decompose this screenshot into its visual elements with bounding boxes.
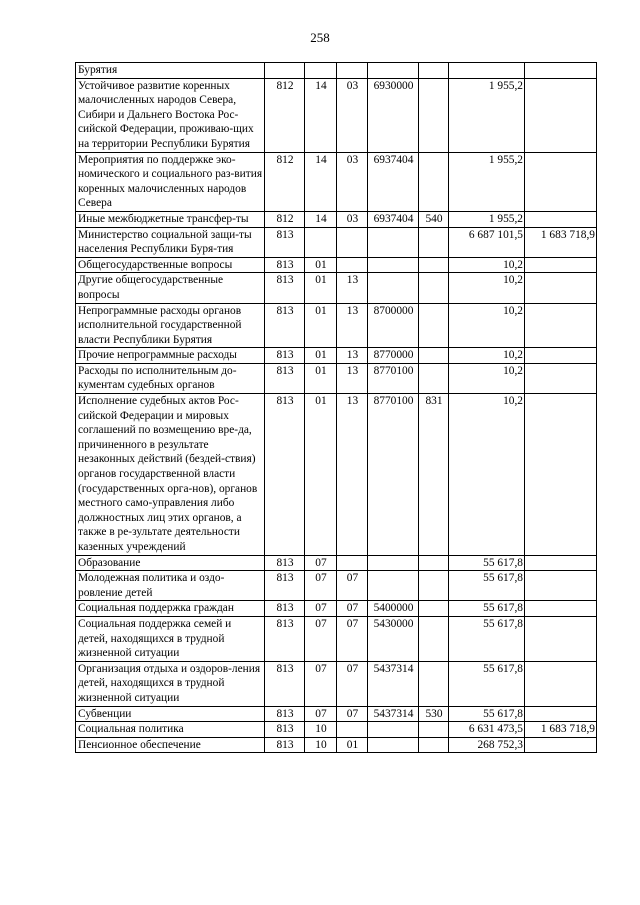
table-row [76,348,597,364]
cell-name: Мероприятия по поддержке эко-номического и социального раз-вития коренных малочисленных народов Севера [76,152,265,211]
cell-subsection: 01 [337,737,368,753]
cell-subsection: 07 [337,616,368,661]
cell-amount: 6 687 101,5 [449,227,525,257]
cell-section: 01 [305,257,337,273]
cell-ministry: 813 [265,571,305,601]
cell-ministry: 813 [265,303,305,348]
cell-amount-2 [525,257,597,273]
cell-amount-2 [525,737,597,753]
cell-target: 6937404 [368,152,419,211]
cell-target [368,571,419,601]
cell-name: Общегосударственные вопросы [76,257,265,273]
cell-name: Пенсионное обеспечение [76,737,265,753]
cell-amount-2 [525,706,597,722]
cell-subsection: 03 [337,211,368,227]
table-row [76,722,597,738]
cell-target [368,555,419,571]
cell-ministry: 813 [265,227,305,257]
cell-expense-type [419,571,449,601]
cell-name: Исполнение судебных актов Рос-сийской Федерации и мировых соглашений по возмещению вре-да, причиненного в результате незаконных действий (бездей-ствия) органов государственной власти (государственных орга-нов), органов местного само-управления либо должностных лиц этих органов, а также в ре-зультате деятельности казенных учреждений [76,394,265,556]
cell-amount-2 [525,152,597,211]
cell-ministry: 812 [265,211,305,227]
cell-ministry: 813 [265,737,305,753]
cell-amount-2 [525,273,597,303]
cell-amount: 1 955,2 [449,211,525,227]
cell-ministry: 813 [265,601,305,617]
cell-subsection [337,555,368,571]
cell-subsection: 07 [337,706,368,722]
table-row [76,303,597,348]
table-row [76,394,597,556]
cell-amount-2 [525,363,597,393]
table-row [76,152,597,211]
cell-name: Прочие непрограммные расходы [76,348,265,364]
cell-amount: 10,2 [449,303,525,348]
table-row [76,706,597,722]
cell-expense-type [419,661,449,706]
cell-expense-type: 831 [419,394,449,556]
cell-amount: 1 955,2 [449,78,525,152]
cell-target: 6930000 [368,78,419,152]
cell-ministry: 813 [265,706,305,722]
cell-amount: 55 617,8 [449,706,525,722]
cell-amount-2: 1 683 718,9 [525,722,597,738]
cell-amount: 10,2 [449,394,525,556]
cell-target: 8700000 [368,303,419,348]
cell-name: Другие общегосударственные вопросы [76,273,265,303]
cell-expense-type [419,303,449,348]
cell-target [368,273,419,303]
cell-name: Бурятия [76,63,265,79]
cell-target [368,63,419,79]
table-row [76,601,597,617]
cell-amount: 10,2 [449,348,525,364]
cell-amount-2: 1 683 718,9 [525,227,597,257]
cell-amount-2 [525,616,597,661]
cell-expense-type [419,152,449,211]
cell-amount [449,63,525,79]
table-row [76,737,597,753]
cell-section: 07 [305,601,337,617]
cell-amount-2 [525,348,597,364]
cell-expense-type [419,273,449,303]
cell-ministry: 813 [265,363,305,393]
cell-ministry [265,63,305,79]
cell-amount-2 [525,555,597,571]
cell-amount: 6 631 473,5 [449,722,525,738]
cell-amount-2 [525,571,597,601]
cell-expense-type [419,616,449,661]
cell-section: 14 [305,152,337,211]
cell-amount: 10,2 [449,363,525,393]
cell-amount-2 [525,661,597,706]
cell-section: 07 [305,706,337,722]
cell-expense-type [419,555,449,571]
cell-ministry: 813 [265,722,305,738]
table-row [76,571,597,601]
cell-section: 07 [305,571,337,601]
cell-ministry: 813 [265,394,305,556]
cell-expense-type [419,257,449,273]
cell-section [305,63,337,79]
cell-target: 5437314 [368,706,419,722]
cell-name: Социальная поддержка граждан [76,601,265,617]
cell-name: Министерство социальной защи-ты населения Республики Буря-тия [76,227,265,257]
cell-amount-2 [525,394,597,556]
table-row [76,616,597,661]
table-row [76,257,597,273]
cell-ministry: 813 [265,555,305,571]
cell-subsection: 03 [337,78,368,152]
table-row [76,63,597,79]
cell-name: Субвенции [76,706,265,722]
cell-target: 8770100 [368,363,419,393]
cell-target [368,722,419,738]
cell-target [368,737,419,753]
cell-amount: 268 752,3 [449,737,525,753]
cell-expense-type [419,601,449,617]
table-row [76,661,597,706]
cell-amount-2 [525,78,597,152]
cell-target: 5400000 [368,601,419,617]
cell-section: 07 [305,661,337,706]
cell-section: 10 [305,722,337,738]
cell-amount-2 [525,601,597,617]
budget-table [75,62,597,753]
table-row [76,555,597,571]
cell-subsection [337,722,368,738]
cell-target: 5430000 [368,616,419,661]
cell-expense-type [419,78,449,152]
cell-section: 01 [305,273,337,303]
cell-ministry: 813 [265,257,305,273]
cell-target: 8770000 [368,348,419,364]
cell-subsection: 07 [337,571,368,601]
cell-expense-type [419,363,449,393]
table-row [76,363,597,393]
cell-expense-type: 540 [419,211,449,227]
cell-ministry: 813 [265,616,305,661]
cell-target: 6937404 [368,211,419,227]
cell-subsection: 07 [337,601,368,617]
cell-amount: 55 617,8 [449,571,525,601]
cell-name: Непрограммные расходы органов исполнительной государственной власти Республики Бурятия [76,303,265,348]
cell-section: 01 [305,394,337,556]
cell-target [368,227,419,257]
cell-ministry: 812 [265,152,305,211]
cell-subsection: 13 [337,273,368,303]
table-row [76,78,597,152]
cell-section: 10 [305,737,337,753]
cell-amount: 10,2 [449,273,525,303]
cell-subsection: 13 [337,303,368,348]
cell-name: Иные межбюджетные трансфер-ты [76,211,265,227]
cell-section: 01 [305,348,337,364]
cell-name: Расходы по исполнительным до-кументам судебных органов [76,363,265,393]
cell-amount: 1 955,2 [449,152,525,211]
cell-ministry: 813 [265,273,305,303]
cell-name: Социальная политика [76,722,265,738]
cell-name: Молодежная политика и оздо-ровление детей [76,571,265,601]
cell-name: Социальная поддержка семей и детей, находящихся в трудной жизненной ситуации [76,616,265,661]
cell-section: 14 [305,211,337,227]
cell-target: 5437314 [368,661,419,706]
cell-subsection: 07 [337,661,368,706]
cell-section [305,227,337,257]
cell-expense-type [419,722,449,738]
cell-expense-type [419,737,449,753]
cell-section: 07 [305,555,337,571]
cell-name: Образование [76,555,265,571]
cell-ministry: 812 [265,78,305,152]
cell-amount-2 [525,303,597,348]
cell-expense-type: 530 [419,706,449,722]
cell-subsection [337,227,368,257]
cell-target [368,257,419,273]
cell-subsection: 03 [337,152,368,211]
cell-section: 01 [305,303,337,348]
table-row [76,227,597,257]
cell-subsection: 13 [337,394,368,556]
cell-amount: 10,2 [449,257,525,273]
cell-amount: 55 617,8 [449,601,525,617]
cell-expense-type [419,63,449,79]
table-row [76,273,597,303]
cell-expense-type [419,348,449,364]
cell-section: 07 [305,616,337,661]
cell-name: Организация отдыха и оздоров-ления детей, находящихся в трудной жизненной ситуации [76,661,265,706]
cell-subsection [337,257,368,273]
cell-subsection: 13 [337,348,368,364]
table-row [76,211,597,227]
cell-expense-type [419,227,449,257]
cell-amount-2 [525,211,597,227]
cell-amount: 55 617,8 [449,555,525,571]
page-number: 258 [310,30,330,45]
cell-amount: 55 617,8 [449,661,525,706]
cell-ministry: 813 [265,661,305,706]
cell-amount-2 [525,63,597,79]
cell-section: 14 [305,78,337,152]
cell-name: Устойчивое развитие коренных малочисленных народов Севера, Сибири и Дальнего Востока Рос-сийской Федерации, проживаю-щих на территории Республики Бурятия [76,78,265,152]
table-body [76,63,597,753]
cell-amount: 55 617,8 [449,616,525,661]
cell-ministry: 813 [265,348,305,364]
cell-target: 8770100 [368,394,419,556]
cell-section: 01 [305,363,337,393]
cell-subsection: 13 [337,363,368,393]
cell-subsection [337,63,368,79]
